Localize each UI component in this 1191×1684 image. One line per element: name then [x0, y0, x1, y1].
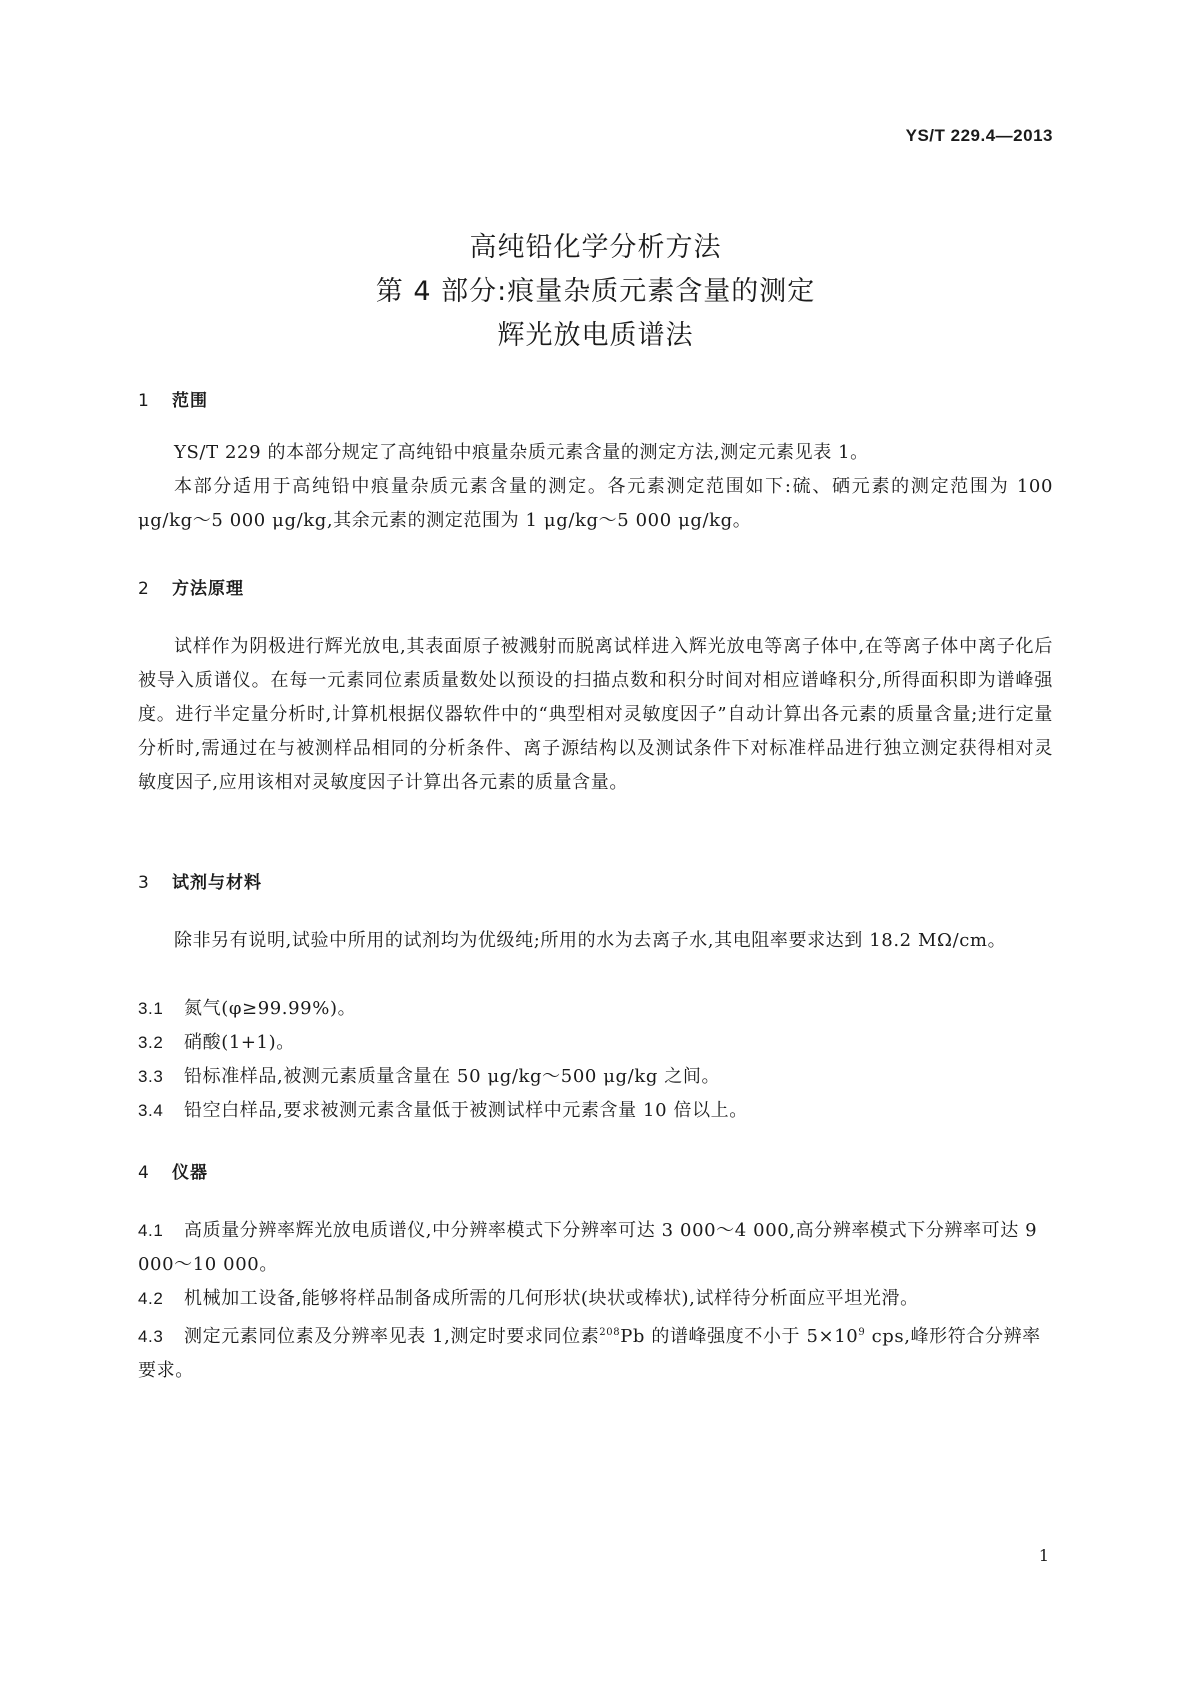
- section-2-paragraph-1: 试样作为阴极进行辉光放电,其表面原子被溅射而脱离试样进入辉光放电等离子体中,在等离子体中离子化后被导入质谱仪。在每一元素同位素质量数处以预设的扫描点数和积分时间对相应谱峰积分,所得面积即为谱峰强度。进行半定量分析时,计算机根据仪器软件中的“典型相对灵敏度因子”自动计算出各元素的质量含量;进行定量分析时,需通过在与被测样品相同的分析条件、离子源结构以及测试条件下对标准样品进行独立测定获得相对灵敏度因子,应用该相对灵敏度因子计算出各元素的质量含量。: [138, 636, 1053, 793]
- item-text: 氮气(φ≥99.99%)。: [184, 998, 357, 1019]
- item-3-1: [138, 992, 1053, 1026]
- section-1-paragraph-1: YS/T 229 的本部分规定了高纯铅中痕量杂质元素含量的测定方法,测定元素见表 1。: [174, 442, 869, 463]
- item-3-2: [138, 1026, 1053, 1060]
- standard-code: YS/T 229.4—2013: [905, 126, 1053, 145]
- item-text: 铅空白样品,要求被测元素含量低于被测试样中元素含量 10 倍以上。: [184, 1100, 748, 1121]
- title-line-3: 辉光放电质谱法: [497, 320, 694, 351]
- section-3-heading: [138, 868, 262, 893]
- item-text: 铅标准样品,被测元素质量含量在 50 μg/kg～500 μg/kg 之间。: [184, 1066, 721, 1087]
- item-4-1: [138, 1214, 1053, 1282]
- document-title: [0, 226, 1191, 358]
- title-line-2: 第 4 部分:痕量杂质元素含量的测定: [375, 276, 816, 307]
- section-2-heading: [138, 574, 244, 599]
- item-text: 硝酸(1+1)。: [184, 1032, 295, 1053]
- section-title: 试剂与材料: [172, 873, 262, 893]
- page-number: 1: [1038, 1546, 1049, 1565]
- exponent-superscript: 9: [858, 1327, 866, 1338]
- item-number: 3.3: [138, 1067, 164, 1086]
- item-3-3: [138, 1060, 1053, 1094]
- item-text: 高质量分辨率辉光放电质谱仪,中分辨率模式下分辨率可达 3 000～4 000,高分辨率模式下分辨率可达 9 000～10 000。: [138, 1220, 1038, 1275]
- section-3-paragraph-1: 除非另有说明,试验中所用的试剂均为优级纯;所用的水为去离子水,其电阻率要求达到 18.2 MΩ/cm。: [174, 930, 1007, 951]
- item-4-2: [138, 1282, 1053, 1316]
- section-number: 3: [138, 873, 150, 893]
- section-number: 2: [138, 579, 150, 599]
- item-number: 3.2: [138, 1033, 164, 1052]
- item-3-4: [138, 1094, 1053, 1128]
- item-text-before: 测定元素同位素及分辨率见表 1,测定时要求同位素: [184, 1326, 600, 1347]
- item-text: 机械加工设备,能够将样品制备成所需的几何形状(块状或棒状),试样待分析面应平坦光滑。: [184, 1288, 919, 1309]
- item-number: 3.4: [138, 1101, 164, 1120]
- item-number: 3.1: [138, 999, 164, 1018]
- section-number: 4: [138, 1163, 150, 1183]
- section-1-heading: [138, 386, 208, 411]
- item-text-end: cps,峰形符合分辨率要求。: [138, 1326, 1041, 1381]
- section-title: 范围: [172, 391, 208, 411]
- isotope-superscript: 208: [599, 1327, 621, 1338]
- section-title: 方法原理: [172, 579, 244, 599]
- section-1-paragraph-2: 本部分适用于高纯铅中痕量杂质元素含量的测定。各元素测定范围如下:硫、硒元素的测定范围为 100 μg/kg～5 000 μg/kg,其余元素的测定范围为 1 μg/kg～5 000 μg/kg。: [138, 476, 1053, 531]
- section-4-heading: [138, 1158, 208, 1183]
- section-number: 1: [138, 391, 150, 411]
- item-number: 4.2: [138, 1289, 164, 1308]
- section-title: 仪器: [172, 1163, 208, 1183]
- title-line-1: 高纯铅化学分析方法: [469, 232, 722, 263]
- item-4-3: [138, 1316, 1053, 1388]
- item-number: 4.1: [138, 1221, 164, 1240]
- item-text-after: Pb 的谱峰强度不小于 5×10: [620, 1326, 859, 1347]
- item-number: 4.3: [138, 1327, 164, 1346]
